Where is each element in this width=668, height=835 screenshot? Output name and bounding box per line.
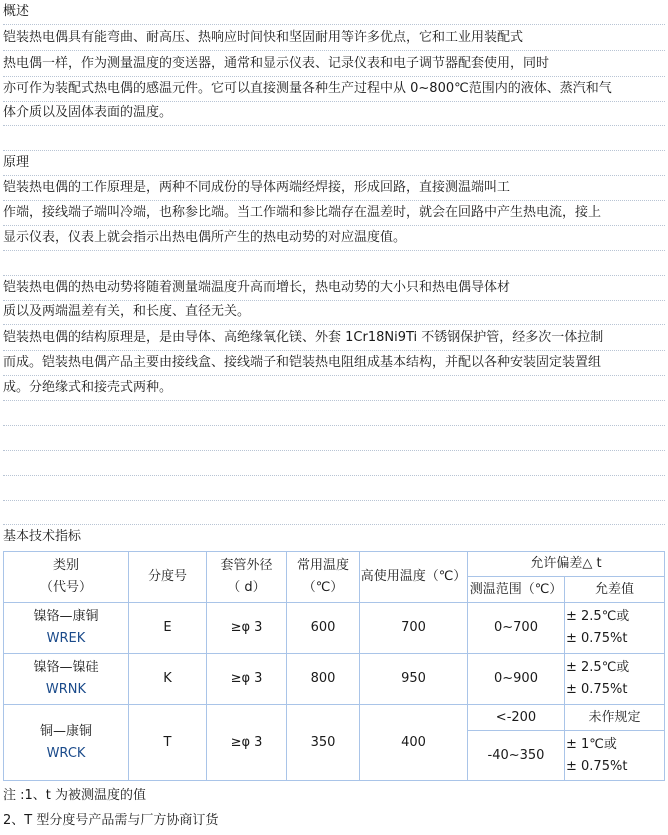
normal-cell: 600 (287, 603, 360, 654)
type-cell: 镍铬—康铜 WREK (4, 603, 129, 654)
tolerance-cell: ± 2.5℃或 ± 0.75%t (565, 603, 665, 654)
normal-temp-header: 常用温度 （℃） (287, 552, 360, 603)
overview-line: 体介质以及固体表面的温度。 (3, 101, 665, 126)
max-cell: 950 (360, 654, 468, 705)
grade-cell: E (129, 603, 207, 654)
table-row (4, 603, 665, 654)
principle-line: 而成。铠装热电偶产品主要由接线盒、接线端子和铠装热电阻组成基本结构，并配以各种安装固定装置组 (3, 351, 665, 376)
principle-line: 铠装热电偶的工作原理是，两种不同成份的导体两端经焊接，形成回路，直接测温端叫工 (3, 176, 665, 201)
divider (3, 500, 665, 501)
sheath-cell: ≥φ 3 (207, 654, 287, 705)
type-cell: 铜—康铜 WRCK (4, 705, 129, 781)
max-cell: 700 (360, 603, 468, 654)
tolerance-cell: 未作规定 (565, 705, 665, 731)
overview-line: 亦可作为装配式热电偶的感温元件。它可以直接测量各种生产过程中从 0~800℃范围内的液体、蒸汽和气 (3, 77, 665, 102)
range-cell: 0~700 (468, 603, 565, 654)
spec-heading: 基本技术指标 (3, 529, 82, 544)
sheath-cell: ≥φ 3 (207, 705, 287, 781)
divider (3, 425, 665, 426)
overview-heading: 概述 (3, 0, 665, 25)
principle-line: 铠装热电偶的热电动势将随着测量端温度升高而增长，热电动势的大小只和热电偶导体材 (3, 276, 665, 301)
table-header-row (4, 552, 665, 577)
tolerance-header: 允许偏差△ t (468, 552, 665, 577)
type-header: 类别 （代号） (4, 552, 129, 603)
divider (3, 475, 665, 476)
overview-line: 铠装热电偶具有能弯曲、耐高压、热响应时间快和坚固耐用等许多优点，它和工业用装配式 (3, 26, 665, 51)
principle-heading: 原理 (3, 151, 665, 176)
allowed-header: 允差值 (565, 577, 665, 603)
range-cell: <-200 (468, 705, 565, 731)
grade-header: 分度号 (129, 552, 207, 603)
divider (3, 450, 665, 451)
range-cell: -40~350 (468, 731, 565, 781)
spec-table (3, 551, 665, 781)
principle-line: 质以及两端温差有关，和长度、直径无关。 (3, 300, 665, 325)
range-cell: 0~900 (468, 654, 565, 705)
grade-cell: K (129, 654, 207, 705)
note-line: 注 :1、t 为被测温度的值 (3, 788, 147, 803)
normal-cell: 800 (287, 654, 360, 705)
grade-cell: T (129, 705, 207, 781)
sheath-cell: ≥φ 3 (207, 603, 287, 654)
overview-line: 热电偶一样，作为测量温度的变送器，通常和显示仪表、记录仪表和电子调节器配套使用，同时 (3, 52, 665, 77)
principle-line: 铠装热电偶的结构原理是，是由导体、高绝缘氧化镁、外套 1Cr18Ni9Ti 不锈钢保护管，经多次一体拉制 (3, 326, 665, 351)
table-row (4, 654, 665, 705)
type-cell: 镍铬—镍硅 WRNK (4, 654, 129, 705)
principle-line: 显示仪表，仪表上就会指示出热电偶所产生的热电动势的对应温度值。 (3, 226, 665, 251)
range-header: 测温范围（℃） (468, 577, 565, 603)
table-row (4, 705, 665, 731)
max-cell: 400 (360, 705, 468, 781)
principle-line: 成。分绝缘式和接壳式两种。 (3, 376, 665, 401)
principle-line: 作端，接线端子端叫冷端，也称参比端。当工作端和参比端存在温差时，就会在回路中产生热电流，接上 (3, 201, 665, 226)
max-temp-header: 高使用温度（℃） (360, 552, 468, 603)
tolerance-cell: ± 1℃或 ± 0.75%t (565, 731, 665, 781)
normal-cell: 350 (287, 705, 360, 781)
note-line: 2、T 型分度号产品需与厂方协商订货 (3, 813, 219, 828)
tolerance-cell: ± 2.5℃或 ± 0.75%t (565, 654, 665, 705)
sheath-header: 套管外径 （ d） (207, 552, 287, 603)
